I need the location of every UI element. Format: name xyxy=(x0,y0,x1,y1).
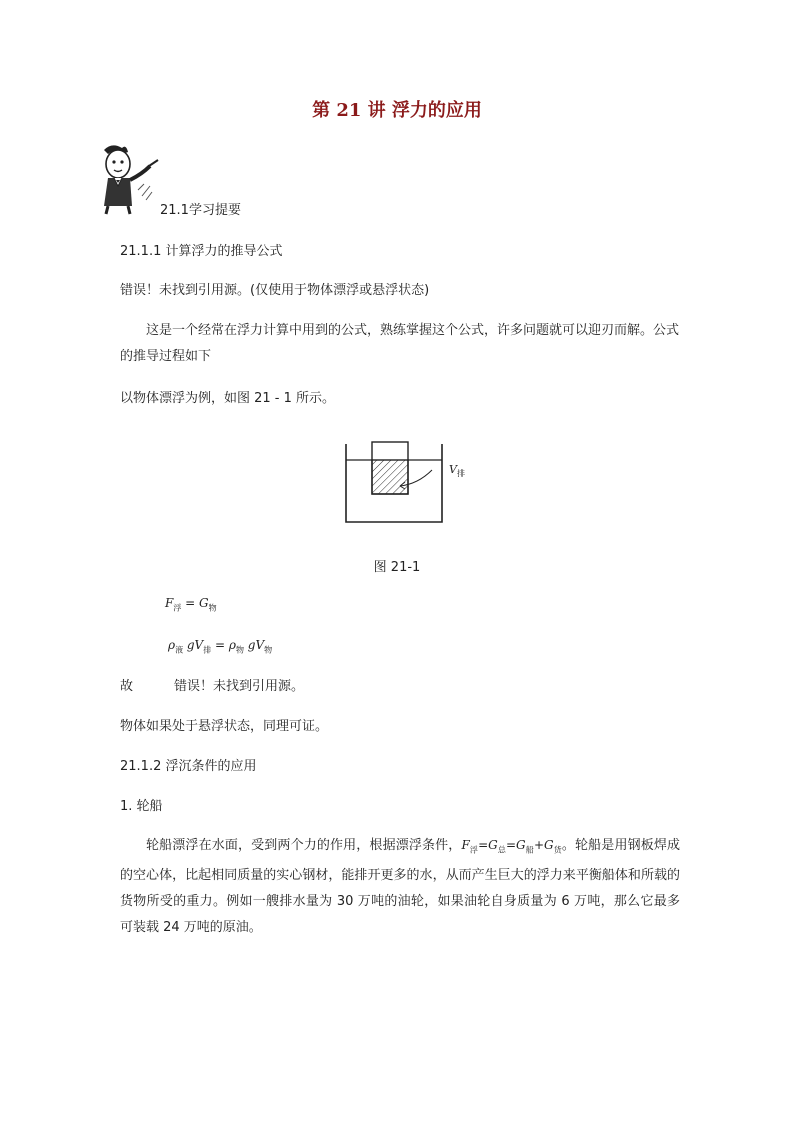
section-heading-21-1-2: 21.1.2 浮沉条件的应用 xyxy=(120,759,257,774)
section-heading-21-1-1: 21.1.1 计算浮力的推导公式 xyxy=(120,244,283,259)
paragraph-derivation-intro: 这是一个经常在浮力计算中用到的公式，熟练掌握这个公式，许多问题就可以迎刃而解。公式的推导过程如下 xyxy=(120,323,680,364)
error-reference-line-2: 错误！未找到引用源。 xyxy=(174,679,305,694)
therefore-prefix: 故 xyxy=(120,679,134,694)
pointing-teacher-illustration xyxy=(94,140,166,216)
equation-density-volume: $\rho_液$ $gV_排 = \rho_物$ $gV_物$ xyxy=(168,638,273,655)
page-title: 第 21 讲 浮力的应用 xyxy=(312,100,482,121)
list-item-ship: 1. 轮船 xyxy=(120,799,163,814)
figure-floating-block xyxy=(340,440,460,526)
figure-caption: 图 21-1 xyxy=(373,560,421,575)
error-reference-line: 错误！未找到引用源。(仅使用于物体漂浮或悬浮状态) xyxy=(120,283,430,298)
section-heading-21-1: 21.1学习提要 xyxy=(160,203,241,218)
paragraph-suspension-note: 物体如果处于悬浮状态，同理可证。 xyxy=(120,719,329,734)
paragraph-floating-example: 以物体漂浮为例，如图 21 - 1 所示。 xyxy=(120,391,336,406)
paragraph-ship-explanation: 轮船漂浮在水面，受到两个力的作用，根据漂浮条件，$F_浮=G_总=G_船+G_货$。轮船是用钢板焊成的空心体，比起相同质量的实心钢材，能排开更多的水，从而产生巨大的浮力来平衡船体和所载的货物所受的重力。例如一艘排水量为 30 万吨的油轮，如果油轮自身质量为 6 万吨，那么它最多可装载 24 万吨的原油。 xyxy=(120,838,681,936)
equation-buoyancy-equals-weight: $F_浮 = G_物$ xyxy=(165,596,217,613)
figure-label-v: $V_排$ xyxy=(449,463,465,479)
